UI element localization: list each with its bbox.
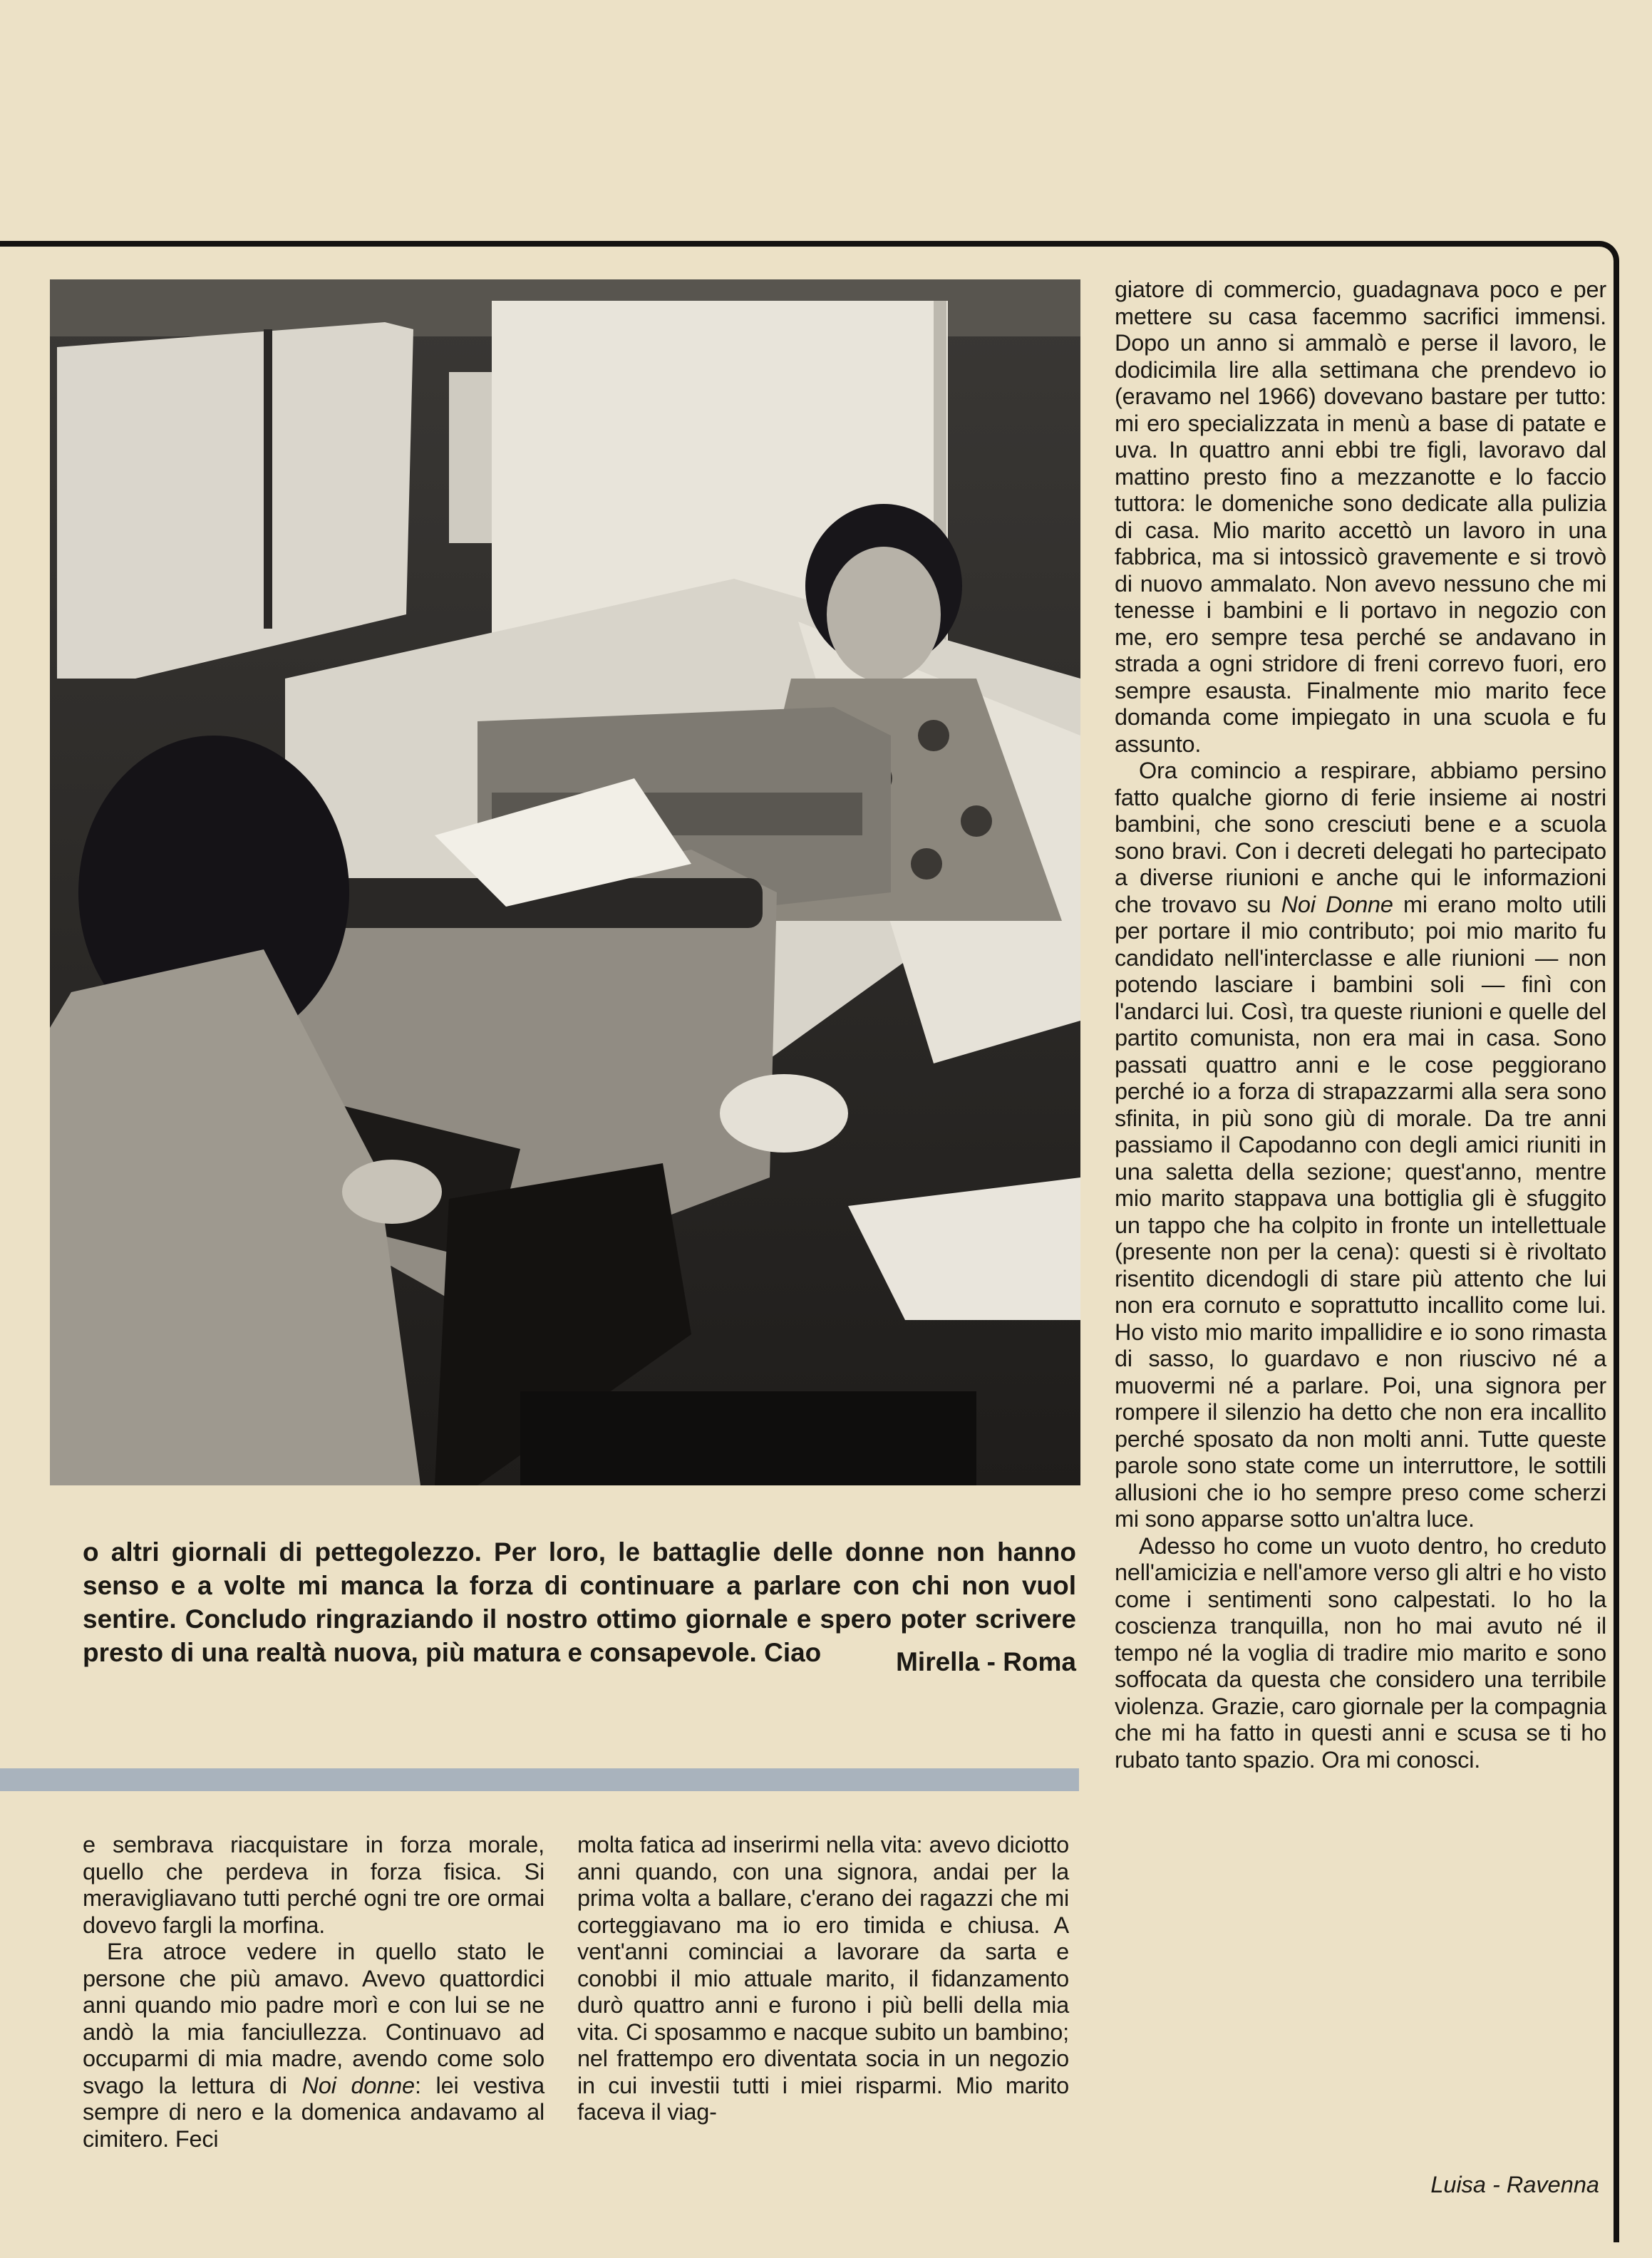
paragraph: e sembrava riacquistare in forza morale, quello che perdeva in forza fisica. Si meravigliavano tutti perché ogni tre ore ormai dovevo fargli la morfina. [83,1832,544,1938]
paragraph [83,1939,544,2153]
bold-letter-excerpt: o altri giornali di pettegolezzo. Per loro, le battaglie delle donne non hanno senso e a volte mi manca la forza di continuare a parlare con chi non vuol sentire. Concludo ringraziando il nostro ottimo giornale e spero poter scrivere presto di una realtà nuova, più matura e consapevole. Ciao [83,1537,1076,1667]
paragraph-text: : lei vestiva sempre di nero e la domenica andavamo al cimitero. Feci [83,2072,545,2152]
bottom-left-column [83,1832,544,2153]
paragraph-text: Ora comincio a respirare, abbiamo persino fatto qualche giorno di ferie insieme ai nostri bambini, che sono cresciuti bene e a scuola sono bravi. Con i decreti delegati ho partecipato a diverse riunioni e anche qui le informazioni che trovavo su [1115,758,1606,917]
paragraph [1115,758,1606,1533]
right-letter-column [1115,277,1606,1773]
letter-signature: Luisa - Ravenna [1430,2172,1599,2197]
right-border-rule [1614,261,1619,2242]
top-border-rule [0,241,1619,261]
office-typists-photo [50,279,1080,1485]
bottom-middle-column [577,1832,1069,2126]
paragraph: molta fatica ad inserirmi nella vita: avevo diciotto anni quando, con una signora, andai per la prima volta a ballare, c'erano dei ragazzi che mi corteggiavano ma io ero timida e chiusa. A vent'anni cominciai a lavorare da sarta e conobbi il mio attuale marito, il fidanzamento durò quattro anni e furono i più belli della mia vita. Ci sposammo e nacque subito un bambino; nel frattempo ero diventata socia in un negozio in cui investii tutti i miei risparmi. Mio marito faceva il viag- [577,1832,1069,2125]
paragraph: giatore di commercio, guadagnava poco e per mettere su casa facemmo sacrifici immensi. Dopo un anno si ammalò e perse il lavoro, le dodicimila lire alla settimana che prendevo io (eravamo nel 1966) dovevano bastare per tutto: mi ero specializzata in menù a base di patate e uva. In quattro anni ebbi tre figli, lavoravo dal mattino presto fino a mezzanotte e lo faccio tuttora: le domeniche sono dedicate alla pulizia di casa. Mio marito accettò un lavoro in una fabbrica, ma si intossicò gravemente e si trovò di nuovo ammalato. Non avevo nessuno che mi tenesse i bambini e li portavo in negozio con me, ero sempre tesa perché se andavano in strada a ogni stridore di freni correvo fuori, ero sempre esausta. Finalmente mio marito fece domanda come impiegato in una scuola e fu assunto. [1115,277,1606,757]
paragraph-text: Era atroce vedere in quello stato le persone che più amavo. Avevo quattordici anni quando mio padre morì e con lui se ne andò la mia fanciullezza. Continuavo ad occuparmi di mia madre, avendo come solo svago la lettura di [83,1939,544,2098]
section-divider-band [0,1768,1079,1791]
magazine-name: Noi donne [301,2072,415,2098]
paragraph-text: mi erano molto utili per portare il mio contributo; poi mio marito fu candidato nell'interclasse e alle riunioni — non potendo lasciare i bambini soli — finì con l'andarci lui. Così, tra queste riunioni e quelle del partito comunista, non era mai in casa. Sono passati quattro anni e le cose peggiorano perché io a forza di strapazzarmi alla sera sono sfinita, in più sono giù di morale. Da tre anni passiamo il Capodanno con degli amici riuniti in una saletta della sezione; quest'anno, mentre mio marito stappava una bottiglia gli è sfuggito un tappo che ha colpito in fronte un intellettuale (presente non per la cena): questi si è rivoltato risentito dicendogli di stare più attento che lui non era cornuto e soprattutto incallito come lui. Ho visto mio marito impallidire e io sono rimasta di sasso, lo guardavo e non riuscivo né a muovermi né a parlare. Poi, una signora per rompere il silenzio ha detto che non era incallito perché sposato da non molti anni. Tutte queste parole sono state come un interruttore, le sottili allusioni che io ho sempre preso come scherzi mi sono apparse sotto un'altra luce. [1115,891,1606,1532]
paragraph: Adesso ho come un vuoto dentro, ho creduto nell'amicizia e nell'amore verso gli altri e ho visto come i sentimenti sono calpestati. Io ho la coscienza tranquilla, non ho mai avuto né il tempo né la voglia di tradire mio marito e sono soffocata da questa che considero una terribile violenza. Grazie, caro giornale per la compagnia che mi ha fatto in questi anni e scusa se ti ho rubato tanto spazio. Ora mi conosci. [1115,1532,1606,1773]
bold-letter-signature: Mirella - Roma [896,1647,1076,1676]
office-typists-photo-icon [50,279,1080,1485]
magazine-name: Noi Donne [1281,891,1393,917]
